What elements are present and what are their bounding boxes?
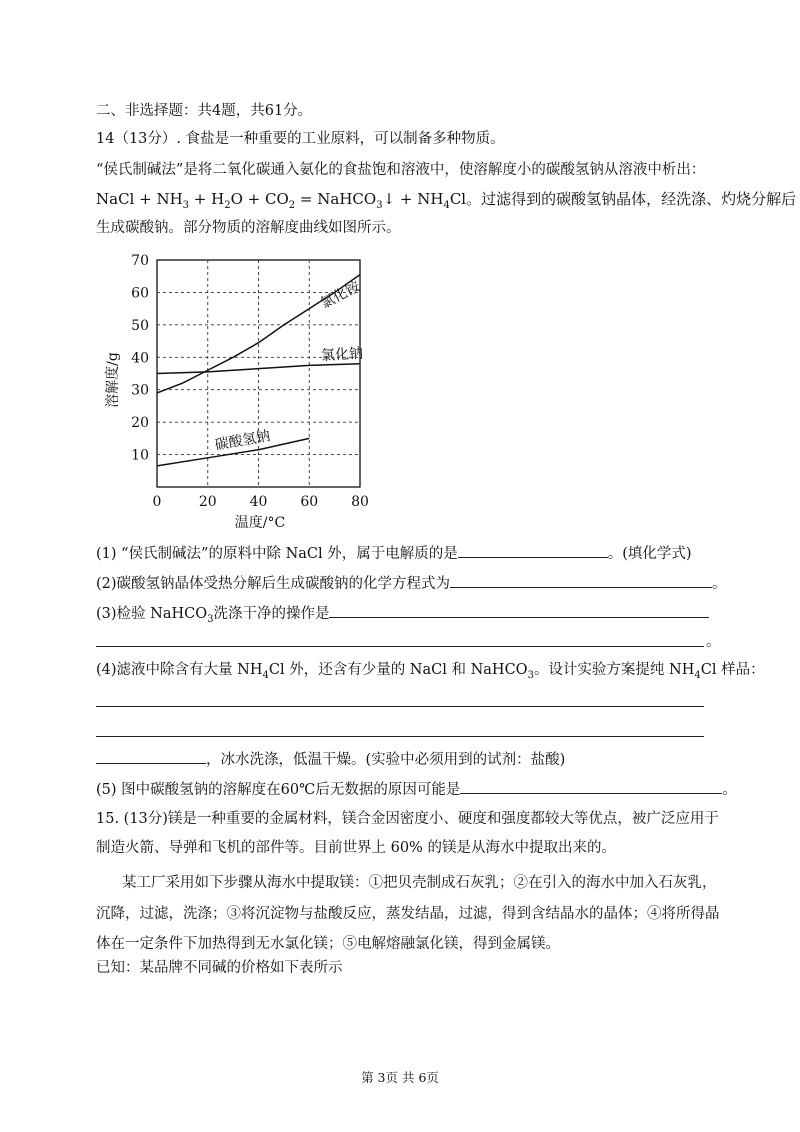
answer-line[interactable]	[96, 706, 704, 707]
eq-part: NaCl + NH	[96, 190, 183, 208]
answer-line[interactable]	[96, 646, 704, 647]
answer-line[interactable]	[96, 736, 704, 737]
y-tick-label: 10	[131, 447, 149, 464]
eq-part: Cl。过滤得到的碳酸氢钠晶体，经洗涤、灼烧分解后	[449, 190, 797, 208]
p2-text-end: 。	[712, 576, 727, 592]
q15-line5: 体在一定条件下加热得到无水氯化镁；⑤电解熔融氯化镁，得到金属镁。	[96, 936, 560, 952]
p1-text: (1) “侯氏制碱法”的原料中除 NaCl 外，属于电解质的是	[96, 546, 458, 562]
chart-xlabel: 温度/°C	[234, 515, 286, 531]
p4-sub: 4	[694, 669, 701, 681]
p4-sub: 4	[262, 669, 269, 681]
answer-blank[interactable]	[460, 779, 722, 794]
p3-sub: 3	[207, 613, 214, 625]
q14-header: 14（13分）. 食盐是一种重要的工业原料，可以制备多种物质。	[96, 131, 505, 147]
q14-intro-cont: 生成碳酸钠。部分物质的溶解度曲线如图所示。	[96, 220, 401, 236]
answer-blank[interactable]	[329, 603, 709, 618]
p2-text: (2)碳酸氢钠晶体受热分解后生成碳酸钠的化学方程式为	[96, 576, 451, 592]
p5-text: (5) 图中碳酸氢钠的溶解度在60℃后无数据的原因可能是	[96, 782, 461, 798]
eq-sub: 2	[224, 200, 231, 211]
eq-sub: 3	[376, 200, 383, 211]
series-line	[157, 364, 360, 374]
series-label: 碳酸氢钠	[213, 428, 272, 454]
y-tick-label: 20	[131, 415, 149, 432]
p4-tail-text: ，冰水洗涤，低温干燥。(实验中必须用到的试剂：盐酸)	[206, 752, 566, 768]
series-label: 氯化钠	[320, 345, 364, 365]
y-tick-label: 60	[131, 285, 149, 302]
x-tick-label: 0	[152, 494, 162, 510]
x-tick-label: 20	[198, 494, 217, 510]
p4-text-c: 。设计实验方案提纯 NH	[533, 662, 695, 678]
eq-part: O + CO	[230, 190, 289, 208]
eq-part: ↓ + NH	[382, 190, 444, 208]
q14-part2	[96, 573, 727, 594]
eq-part: + H	[189, 190, 225, 208]
answer-blank[interactable]	[450, 573, 712, 588]
section-title: 二、非选择题：共4题，共61分。	[96, 103, 313, 119]
p3-text-b: 洗涤干净的操作是	[213, 606, 330, 622]
q14-equation	[96, 189, 796, 209]
eq-sub: 4	[443, 200, 450, 211]
eq-sub: 3	[182, 200, 190, 211]
p1-text-end: 。(填化学式)	[607, 546, 692, 562]
eq-sub: 2	[288, 200, 296, 211]
p4-text-d: Cl 样品：	[700, 662, 765, 678]
solubility-chart	[95, 250, 385, 540]
p5-text-end: 。	[722, 782, 737, 798]
y-tick-label: 50	[131, 317, 149, 334]
q14-part4-tail	[96, 749, 565, 770]
series-label: 氯化铵	[318, 278, 363, 313]
chart-ylabel: 溶解度/g	[105, 352, 121, 408]
page-footer: 第 3页 共 6页	[361, 1070, 439, 1085]
q15-line6: 已知：某品牌不同碱的价格如下表所示	[96, 960, 343, 976]
q14-part1	[96, 543, 692, 564]
eq-part: = NaHCO	[295, 190, 377, 208]
p3-end: 。	[706, 634, 721, 650]
q14-part4	[96, 660, 765, 680]
x-tick-label: 40	[249, 494, 268, 510]
y-tick-label: 70	[131, 253, 149, 269]
q14-part3	[96, 603, 709, 624]
answer-blank[interactable]	[96, 749, 206, 764]
q15-line1: 15. (13分)镁是一种重要的金属材料，镁合金因密度小、硬度和强度都较大等优点，被广泛应用于	[96, 811, 719, 827]
answer-blank[interactable]	[458, 543, 608, 558]
p4-text-b: Cl 外，还含有少量的 NaCl 和 NaHCO	[268, 662, 528, 678]
chart-series	[157, 275, 364, 466]
q15-line4: 沉降，过滤，洗涤；③将沉淀物与盐酸反应，蒸发结晶，过滤，得到含结晶水的晶体；④将所得晶	[96, 906, 720, 922]
x-tick-label: 80	[351, 494, 369, 510]
p4-text: (4)滤液中除含有大量 NH	[96, 662, 263, 678]
x-tick-label: 60	[300, 494, 319, 510]
p3-text: (3)检验 NaHCO	[96, 606, 208, 622]
q15-line3: 某工厂采用如下步骤从海水中提取镁：①把贝壳制成石灰乳；②在引入的海水中加入石灰乳，	[122, 875, 717, 891]
q14-intro: “侯氏制碱法”是将二氧化碳通入氨化的食盐饱和溶液中，使溶解度小的碳酸氢钠从溶液中析出：	[96, 162, 706, 178]
p4-sub: 3	[527, 669, 534, 681]
y-tick-label: 30	[131, 382, 149, 399]
q15-line2: 制造火箭、导弹和飞机的部件等。目前世界上 60% 的镁是从海水中提取出来的。	[96, 840, 616, 856]
q14-part5	[96, 779, 737, 800]
y-tick-label: 40	[131, 350, 149, 367]
